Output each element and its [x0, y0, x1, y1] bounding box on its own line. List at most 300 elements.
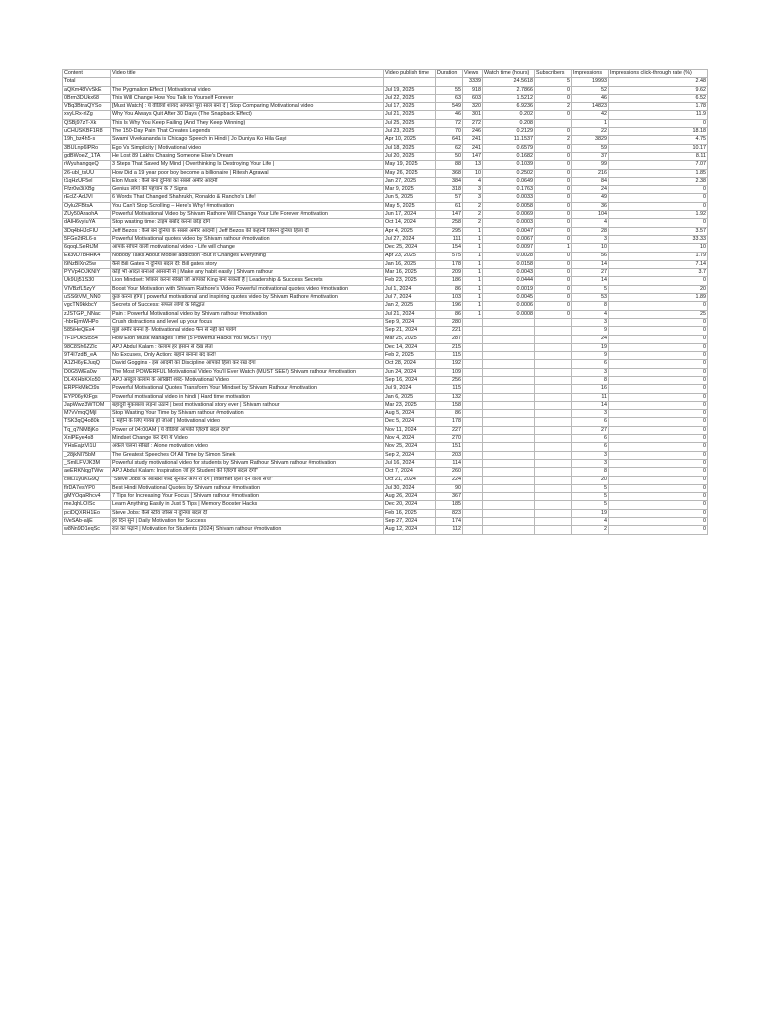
cell-video-title: APJ Abdul Kalam : कलाम हर इंसान से देख लेता — [111, 343, 384, 351]
table-row — [63, 501, 708, 509]
cell-subscribers: 0 — [535, 94, 572, 102]
cell-duration: 368 — [436, 169, 463, 177]
cell-duration: 185 — [436, 501, 463, 509]
cell-publish-time: Jul 21, 2024 — [384, 310, 436, 318]
cell-video-title: Secrets of Success: सफल लोगों के सिद्धांत — [111, 302, 384, 310]
cell-watch-time: 0.0097 — [483, 244, 535, 252]
cell-video-title: How Elon Musk Manages Time (5 Powerful Hacks You MUST Try!) — [111, 335, 384, 343]
cell-duration: 192 — [436, 360, 463, 368]
cell-content: pciDQXRH1Eo — [63, 509, 111, 517]
cell-views: 1 — [463, 310, 483, 318]
cell-subscribers: 0 — [535, 302, 572, 310]
cell-video-title: रात का पढ़ाने | Motivation for Students (2024) Shivam rathour #motivation — [111, 526, 384, 534]
table-row — [63, 169, 708, 177]
table-row — [63, 128, 708, 136]
cell-subscribers: 0 — [535, 86, 572, 94]
cell-impressions: 5 — [572, 501, 609, 509]
cell-duration: 151 — [436, 443, 463, 451]
cell-subscribers: 0 — [535, 128, 572, 136]
cell-content: Uk9Uj51S30 — [63, 277, 111, 285]
cell-video-title: Power of 04:00AM | ये वीडियो आपकी ज़िंदगी बदल देगा" — [111, 426, 384, 434]
cell-ctr: 4.75 — [609, 136, 708, 144]
cell-ctr: 0 — [609, 119, 708, 127]
cell-impressions: 14 — [572, 401, 609, 409]
table-row — [63, 94, 708, 102]
cell-publish-time: Jun 24, 2024 — [384, 368, 436, 376]
cell-content: 7F1POkSt554 — [63, 335, 111, 343]
cell-ctr: 0 — [609, 302, 708, 310]
cell-content: Ek3vD7bHHK4 — [63, 252, 111, 260]
cell-content: uSS6tVM_NN0 — [63, 294, 111, 302]
table-row — [63, 443, 708, 451]
cell-ctr: 25 — [609, 310, 708, 318]
cell-duration: 154 — [436, 244, 463, 252]
cell-impressions: 1 — [572, 119, 609, 127]
table-row — [63, 327, 708, 335]
cell-impressions: 56 — [572, 252, 609, 260]
cell-views: 3339 — [463, 78, 483, 86]
cell-impressions: 3 — [572, 368, 609, 376]
cell-watch-time: 2.7866 — [483, 86, 535, 94]
cell-impressions: 46 — [572, 94, 609, 102]
cell-views: 241 — [463, 144, 483, 152]
cell-video-title: आपके सोचने वाली motivational video - Life will change — [111, 244, 384, 252]
cell-duration: 88 — [436, 161, 463, 169]
cell-views — [463, 459, 483, 467]
cell-publish-time: Mar 23, 2025 — [384, 401, 436, 409]
cell-ctr: 7.07 — [609, 161, 708, 169]
cell-impressions: 27 — [572, 426, 609, 434]
cell-ctr: 0 — [609, 451, 708, 459]
cell-publish-time: Oct 14, 2024 — [384, 219, 436, 227]
table-row — [63, 335, 708, 343]
cell-ctr: 0 — [609, 426, 708, 434]
cell-duration: 86 — [436, 285, 463, 293]
cell-impressions: 3 — [572, 459, 609, 467]
cell-subscribers — [535, 352, 572, 360]
cell-video-title: The 150-Day Pain That Creates Legends — [111, 128, 384, 136]
cell-video-title: Best Hindi Motivational Quotes by Shivam rathour #motivation — [111, 484, 384, 492]
cell-subscribers: 0 — [535, 269, 572, 277]
cell-publish-time — [384, 78, 436, 86]
cell-subscribers — [535, 459, 572, 467]
cell-watch-time — [483, 426, 535, 434]
cell-subscribers — [535, 443, 572, 451]
cell-impressions: 84 — [572, 177, 609, 185]
cell-ctr: 3.57 — [609, 227, 708, 235]
cell-views: 272 — [463, 119, 483, 127]
cell-publish-time: Sep 21, 2024 — [384, 327, 436, 335]
cell-views — [463, 468, 483, 476]
cell-duration — [436, 78, 463, 86]
cell-views: 1 — [463, 244, 483, 252]
cell-video-title: APJ अब्दुल कलाम के आखिरी शब्द- Motivational Video — [111, 376, 384, 384]
cell-watch-time — [483, 368, 535, 376]
cell-duration: 112 — [436, 526, 463, 534]
cell-watch-time: 0.0067 — [483, 235, 535, 243]
cell-watch-time: 0.1039 — [483, 161, 535, 169]
cell-video-title: Stop wasting time: टाइम बर्बाद करना छोड़ दोगे — [111, 219, 384, 227]
cell-publish-time: Feb 16, 2025 — [384, 509, 436, 517]
cell-video-title — [111, 78, 384, 86]
cell-duration: 50 — [436, 152, 463, 160]
header-content: Content — [63, 70, 111, 78]
cell-impressions: 24 — [572, 186, 609, 194]
cell-ctr: 0 — [609, 476, 708, 484]
cell-publish-time: Dec 25, 2024 — [384, 244, 436, 252]
cell-subscribers: 0 — [535, 285, 572, 293]
cell-watch-time: 1.5212 — [483, 94, 535, 102]
cell-content: ERPFkMkCt9s — [63, 385, 111, 393]
cell-publish-time: Jul 21, 2025 — [384, 111, 436, 119]
cell-duration: 147 — [436, 211, 463, 219]
cell-content: meJqhLOISc — [63, 501, 111, 509]
cell-views — [463, 360, 483, 368]
cell-watch-time — [483, 385, 535, 393]
cell-content: YHsEajzVl1U — [63, 443, 111, 451]
cell-video-title: 3 Steps That Saved My Mind | Overthinking Is Destroying Your Life | — [111, 161, 384, 169]
cell-video-title: Why You Always Quit After 30 Days (The Snapback Effect) — [111, 111, 384, 119]
cell-content: 3Dq4bHJcFIU — [63, 227, 111, 235]
cell-subscribers — [535, 435, 572, 443]
cell-watch-time: 0.1763 — [483, 186, 535, 194]
table-row — [63, 310, 708, 318]
cell-ctr: 7.14 — [609, 260, 708, 268]
cell-ctr: 3.7 — [609, 269, 708, 277]
cell-watch-time: 0.0045 — [483, 294, 535, 302]
cell-publish-time: Sep 2, 2024 — [384, 451, 436, 459]
cell-duration: 258 — [436, 219, 463, 227]
table-row — [63, 410, 708, 418]
cell-ctr: 2.38 — [609, 177, 708, 185]
cell-watch-time — [483, 343, 535, 351]
cell-publish-time: Jul 16, 2024 — [384, 459, 436, 467]
cell-duration: 575 — [436, 252, 463, 260]
cell-duration: 55 — [436, 86, 463, 94]
cell-content: vgcTN9kkbcY — [63, 302, 111, 310]
cell-publish-time: Jul 27, 2024 — [384, 235, 436, 243]
cell-subscribers — [535, 376, 572, 384]
cell-views — [463, 385, 483, 393]
cell-watch-time — [483, 526, 535, 534]
cell-impressions: 8 — [572, 302, 609, 310]
table-row — [63, 144, 708, 152]
cell-video-title: This Will Change How You Talk to Yourself Forever — [111, 94, 384, 102]
cell-duration: 86 — [436, 410, 463, 418]
cell-publish-time: Nov 4, 2024 — [384, 435, 436, 443]
cell-views — [463, 327, 483, 335]
cell-views — [463, 401, 483, 409]
cell-publish-time: Aug 26, 2024 — [384, 493, 436, 501]
header-impressions: Impressions — [572, 70, 609, 78]
cell-watch-time: 0.0006 — [483, 302, 535, 310]
cell-views — [463, 509, 483, 517]
cell-watch-time: 0.202 — [483, 111, 535, 119]
cell-impressions: 11 — [572, 393, 609, 401]
cell-content: TSK3qQ4o80k — [63, 418, 111, 426]
cell-watch-time: 0.0003 — [483, 219, 535, 227]
cell-publish-time: Aug 12, 2024 — [384, 526, 436, 534]
cell-subscribers: 0 — [535, 277, 572, 285]
table-row — [63, 227, 708, 235]
cell-impressions: 14823 — [572, 103, 609, 111]
cell-watch-time: 0.0058 — [483, 202, 535, 210]
cell-publish-time: Apr 4, 2025 — [384, 227, 436, 235]
table-row — [63, 119, 708, 127]
table-row — [63, 202, 708, 210]
cell-publish-time: Jun 5, 2025 — [384, 194, 436, 202]
cell-publish-time: Sep 9, 2024 — [384, 318, 436, 326]
cell-ctr: 33.33 — [609, 235, 708, 243]
cell-publish-time: Jan 27, 2025 — [384, 177, 436, 185]
cell-duration: 72 — [436, 119, 463, 127]
cell-video-title: How Did a 19 year poor boy become a billionaire | Ritesh Agrawal — [111, 169, 384, 177]
cell-publish-time: Jul 7, 2024 — [384, 294, 436, 302]
cell-subscribers: 2 — [535, 103, 572, 111]
cell-impressions: 36 — [572, 202, 609, 210]
cell-video-title: कैसे Bill Gates ने दुनिया बदल दी: Bill gates story — [111, 260, 384, 268]
cell-views — [463, 435, 483, 443]
cell-watch-time: 0.0047 — [483, 227, 535, 235]
cell-views: 4 — [463, 177, 483, 185]
cell-views: 1 — [463, 294, 483, 302]
cell-duration: 178 — [436, 260, 463, 268]
cell-publish-time: May 26, 2025 — [384, 169, 436, 177]
cell-impressions: 104 — [572, 211, 609, 219]
cell-content: M7vVmqQMjI — [63, 410, 111, 418]
cell-watch-time — [483, 509, 535, 517]
table-row — [63, 277, 708, 285]
cell-video-title: Powerful Motivational Video by Shivam Rathore Will Change Your Life Forever #motivation — [111, 211, 384, 219]
cell-publish-time: Apr 23, 2025 — [384, 252, 436, 260]
cell-duration: 115 — [436, 385, 463, 393]
cell-impressions: 19 — [572, 509, 609, 517]
cell-duration: 46 — [436, 111, 463, 119]
cell-publish-time: Jul 20, 2025 — [384, 152, 436, 160]
cell-video-title: Stop Wasting Your Time by Shivam rathour #motivation — [111, 410, 384, 418]
cell-duration: 70 — [436, 128, 463, 136]
cell-video-title: He Lost 89 Lakhs Chasing Someone Else's Dream — [111, 152, 384, 160]
cell-watch-time — [483, 318, 535, 326]
cell-impressions: 27 — [572, 269, 609, 277]
cell-duration: 256 — [436, 376, 463, 384]
cell-duration: 174 — [436, 518, 463, 526]
cell-impressions: 4 — [572, 310, 609, 318]
cell-views: 1 — [463, 277, 483, 285]
cell-content: _28jkNl75bM — [63, 451, 111, 459]
table-row — [63, 103, 708, 111]
cell-subscribers — [535, 526, 572, 534]
table-row — [63, 152, 708, 160]
cell-ctr: 1.89 — [609, 294, 708, 302]
cell-video-title: Pain : Powerful Motivational video by Shivam rathour #motivation — [111, 310, 384, 318]
cell-views — [463, 451, 483, 459]
cell-publish-time: Jul 30, 2024 — [384, 484, 436, 492]
cell-views — [463, 318, 483, 326]
cell-views — [463, 426, 483, 434]
cell-content: cMLi1yuKG9Q — [63, 476, 111, 484]
cell-watch-time — [483, 435, 535, 443]
header-subscribers: Subscribers — [535, 70, 572, 78]
table-row — [63, 476, 708, 484]
table-body — [63, 78, 708, 534]
cell-impressions: 24 — [572, 335, 609, 343]
cell-subscribers — [535, 360, 572, 368]
cell-views — [463, 501, 483, 509]
cell-ctr: 9.62 — [609, 86, 708, 94]
cell-views — [463, 376, 483, 384]
cell-duration: 260 — [436, 468, 463, 476]
cell-publish-time: Feb 23, 2025 — [384, 277, 436, 285]
cell-watch-time — [483, 501, 535, 509]
cell-video-title: You Can't Stop Scrolling – Here's Why! #motivation — [111, 202, 384, 210]
cell-publish-time: Jul 25, 2025 — [384, 119, 436, 127]
cell-publish-time: Oct 28, 2024 — [384, 360, 436, 368]
cell-publish-time: Dec 5, 2024 — [384, 418, 436, 426]
cell-video-title: मुझे अमीर बनना है- Motivational video फैन से नहीं को पायेंगे — [111, 327, 384, 335]
cell-subscribers: 2 — [535, 136, 572, 144]
cell-publish-time: Feb 2, 2025 — [384, 352, 436, 360]
cell-views — [463, 393, 483, 401]
cell-watch-time: 0.0019 — [483, 285, 535, 293]
cell-publish-time: Jan 16, 2025 — [384, 260, 436, 268]
cell-views: 13 — [463, 161, 483, 169]
cell-impressions: 9 — [572, 352, 609, 360]
analytics-sheet — [62, 69, 707, 535]
cell-video-title: Boost Your Motivation with Shivam Rathore's Video Powerful motivational quotes video #motivation — [111, 285, 384, 293]
cell-subscribers — [535, 343, 572, 351]
cell-impressions: 9 — [572, 327, 609, 335]
cell-content: VBq3BtraQYSo — [63, 103, 111, 111]
cell-content: 6qoqLSeRtJM — [63, 244, 111, 252]
table-row — [63, 194, 708, 202]
cell-video-title: Steve Jobs: कैसे स्टीव जॉब्स ने दुनिया बदल दी — [111, 509, 384, 517]
cell-watch-time — [483, 335, 535, 343]
cell-views — [463, 493, 483, 501]
cell-watch-time — [483, 476, 535, 484]
cell-publish-time: Jul 19, 2025 — [384, 86, 436, 94]
cell-subscribers: 0 — [535, 202, 572, 210]
cell-subscribers: 0 — [535, 310, 572, 318]
cell-ctr: 0 — [609, 327, 708, 335]
cell-duration: 90 — [436, 484, 463, 492]
cell-ctr: 0 — [609, 435, 708, 443]
cell-duration: 86 — [436, 310, 463, 318]
cell-subscribers: 0 — [535, 194, 572, 202]
cell-impressions: 19 — [572, 343, 609, 351]
cell-publish-time: Sep 16, 2024 — [384, 376, 436, 384]
cell-views — [463, 410, 483, 418]
cell-duration: 186 — [436, 277, 463, 285]
cell-content: tVeSAb-aljE — [63, 518, 111, 526]
cell-subscribers — [535, 368, 572, 376]
table-row — [63, 136, 708, 144]
cell-ctr: 1.85 — [609, 169, 708, 177]
cell-content: l9NzBlXn25w — [63, 260, 111, 268]
cell-impressions: 10 — [572, 244, 609, 252]
cell-watch-time: 6.9236 — [483, 103, 535, 111]
cell-subscribers: 0 — [535, 294, 572, 302]
cell-content: gMYOqaRhcv4 — [63, 493, 111, 501]
header-publish-time: Video publish time — [384, 70, 436, 78]
cell-duration: 111 — [436, 235, 463, 243]
cell-subscribers — [535, 318, 572, 326]
analytics-table — [62, 69, 708, 535]
cell-impressions: 19993 — [572, 78, 609, 86]
cell-publish-time: Dec 14, 2024 — [384, 343, 436, 351]
table-row — [63, 260, 708, 268]
cell-views — [463, 476, 483, 484]
table-row — [63, 376, 708, 384]
cell-publish-time: Jul 17, 2025 — [384, 103, 436, 111]
table-row — [63, 526, 708, 534]
table-row — [63, 518, 708, 526]
cell-ctr: 10 — [609, 244, 708, 252]
cell-video-title: This Is Why You Keep Failing (And They Keep Winning) — [111, 119, 384, 127]
cell-subscribers: 0 — [535, 186, 572, 194]
header-watch-time: Watch time (hours) — [483, 70, 535, 78]
cell-duration: 823 — [436, 509, 463, 517]
cell-ctr: 0 — [609, 443, 708, 451]
cell-impressions: 8 — [572, 468, 609, 476]
cell-publish-time: Jul 23, 2025 — [384, 128, 436, 136]
cell-watch-time: 0.2129 — [483, 128, 535, 136]
cell-subscribers — [535, 518, 572, 526]
table-row — [63, 252, 708, 260]
cell-views: 320 — [463, 103, 483, 111]
cell-publish-time: Oct 21, 2024 — [384, 476, 436, 484]
cell-content: 5FGe2tRL6-s — [63, 235, 111, 243]
cell-subscribers — [535, 509, 572, 517]
cell-duration: 109 — [436, 368, 463, 376]
cell-views: 241 — [463, 136, 483, 144]
cell-ctr: 0 — [609, 526, 708, 534]
cell-views — [463, 368, 483, 376]
cell-video-title: कुछ करना होगा | powerful motivational and inspiring quotes video by Shivam Rathore #motivation — [111, 294, 384, 302]
cell-watch-time: 0.0158 — [483, 260, 535, 268]
cell-impressions: 14 — [572, 260, 609, 268]
table-row — [63, 111, 708, 119]
cell-impressions: 3 — [572, 410, 609, 418]
table-row — [63, 509, 708, 517]
cell-video-title: The Most POWERFUL Motivational Video You'll Ever Watch (MUST SEE!) Shivam rathour #motivation — [111, 368, 384, 376]
cell-impressions: 59 — [572, 144, 609, 152]
table-row — [63, 269, 708, 277]
table-row — [63, 468, 708, 476]
table-row — [63, 393, 708, 401]
cell-subscribers — [535, 484, 572, 492]
cell-impressions: 3 — [572, 235, 609, 243]
cell-video-title: बहादुरी मुकाबला लड़ना उठाने | best motivational story ever | Shivam rathour — [111, 401, 384, 409]
cell-publish-time: Mar 25, 2025 — [384, 335, 436, 343]
cell-publish-time: May 5, 2025 — [384, 202, 436, 210]
cell-publish-time: May 19, 2025 — [384, 161, 436, 169]
cell-ctr: 0 — [609, 393, 708, 401]
table-row — [63, 161, 708, 169]
cell-content: JapWwz3WTOM — [63, 401, 111, 409]
cell-duration: 641 — [436, 136, 463, 144]
table-row — [63, 435, 708, 443]
cell-impressions: 6 — [572, 360, 609, 368]
cell-ctr: 6.52 — [609, 94, 708, 102]
cell-subscribers: 0 — [535, 144, 572, 152]
cell-ctr: 18.18 — [609, 128, 708, 136]
header-views: Views — [463, 70, 483, 78]
cell-subscribers: 0 — [535, 219, 572, 227]
cell-content: gdBWoeZ_1TA — [63, 152, 111, 160]
cell-subscribers — [535, 119, 572, 127]
cell-video-title: हर दिन सुने | Daily Motivation for Success — [111, 518, 384, 526]
